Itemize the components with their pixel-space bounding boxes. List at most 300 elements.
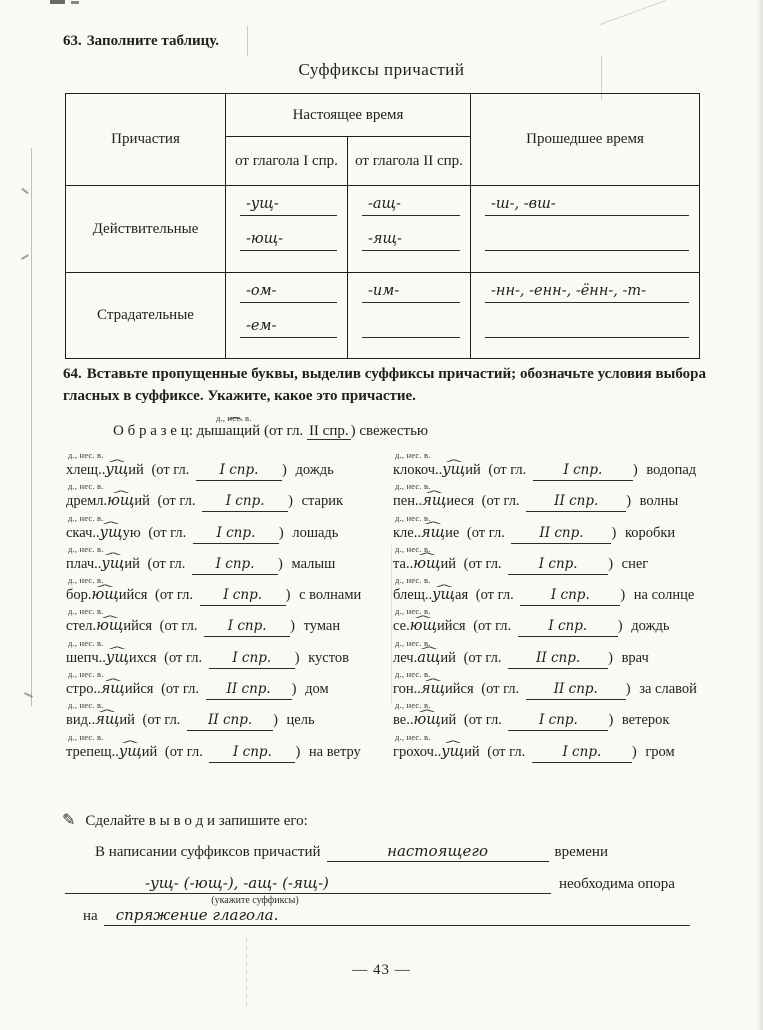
exercise-number: 64. (63, 366, 82, 382)
exercise-instruction: Вставьте пропущенные буквы, выделив суффиксы причастий; обозначьте условия выбора гласных в суффиксе. Укажите, какое это причастие. (63, 366, 706, 404)
conjugation-blank[interactable] (202, 492, 288, 512)
exercise-item-line (393, 492, 729, 512)
word-stem: пен (393, 493, 415, 510)
noun-word: кустов (308, 649, 349, 666)
sample-suffix: ^ ащ (226, 423, 244, 440)
exercise-item (393, 638, 729, 669)
word-ending: ий (464, 743, 480, 760)
from-verb-label: (от гл. (473, 618, 512, 635)
answer-cell-active-past (471, 186, 700, 273)
close-paren: ) (631, 743, 637, 760)
answer-line[interactable] (240, 229, 337, 251)
from-verb-label: (от гл. (164, 649, 203, 666)
close-paren: ) (291, 681, 297, 698)
noun-word: туман (303, 618, 341, 635)
scan-artifact (600, 0, 666, 25)
close-paren: ) (608, 712, 614, 729)
close-paren: ) (285, 587, 291, 604)
handwritten-suffix: ^ ящ (95, 711, 119, 730)
answer-line[interactable] (362, 194, 460, 216)
blank-hint-label: (укажите суффиксы) (211, 895, 299, 906)
participle-type-annotation: д., нес. в. (395, 700, 431, 711)
exercise-item-line (393, 743, 729, 763)
conjugation-blank[interactable] (533, 461, 633, 481)
word-stem: кле (393, 524, 414, 541)
sample-conjugation: II спр. (308, 423, 349, 439)
word-ending: ий (440, 555, 457, 572)
exercise-item-line (393, 555, 729, 575)
answer-cell-passive-i (226, 273, 348, 359)
exercise-item-line (66, 649, 390, 669)
participle-type-annotation: д., нес. в. (68, 512, 104, 523)
from-verb-label: (от гл. (463, 649, 502, 666)
exercise-item (393, 700, 729, 731)
close-paren: ) (611, 524, 617, 541)
participle-type-annotation: д., нес. в. (395, 637, 431, 648)
from-verb-label: (от гл. (159, 618, 198, 635)
word-stem: се (393, 618, 407, 635)
handwritten-conjugation: I спр. (539, 712, 578, 729)
exercise-item (66, 606, 390, 637)
noun-word: на солнце (633, 587, 695, 604)
col-header-present: Настоящее время (226, 94, 471, 137)
exercise-item (66, 513, 390, 544)
handwritten-suffix: ^ ющ (96, 617, 123, 636)
conjugation-blank[interactable] (200, 586, 286, 606)
answer-line[interactable] (362, 229, 460, 251)
noun-word: дом (305, 681, 329, 698)
close-paren: ) (281, 462, 287, 478)
close-paren: ) (278, 524, 284, 541)
from-verb-label: (от гл. (147, 555, 186, 572)
scan-artifact (21, 254, 29, 260)
handwritten-conjugation: I спр. (216, 524, 256, 541)
missing-letter-dots: .. (87, 712, 96, 729)
word-stem: стел (66, 618, 93, 635)
exercise-item (393, 575, 729, 606)
from-verb-label: (от гл. (481, 681, 520, 698)
handwritten-suffix: ^ ущ (441, 743, 464, 762)
handwritten-suffix: ^ ящ (101, 680, 125, 699)
participle-type-annotation: д., нес. в. (68, 731, 104, 742)
noun-word: свежестью (359, 423, 429, 439)
handwritten-suffix: -нн-, -енн-, -ённ-, -т- (491, 283, 647, 299)
exercise-item (393, 513, 729, 544)
word-stem: трепещ (66, 743, 112, 760)
participle-type-annotation: д., нес. в. (395, 575, 431, 586)
handwritten-suffix: ^ ущ (101, 555, 124, 574)
missing-letter-dots: .. (98, 649, 106, 666)
handwritten-conjugation: I спр. (233, 743, 272, 760)
handwritten-conjugation: I спр. (562, 743, 602, 760)
handwritten-conjugation: II спр. (207, 712, 253, 729)
word-ending: ий (440, 649, 456, 666)
word-ending: иеся (446, 493, 475, 510)
conjugation-blank[interactable] (511, 524, 611, 544)
participle-type-annotation: д., нес. в. (395, 669, 431, 680)
answer-line[interactable] (362, 281, 460, 303)
missing-letter-dots: . (87, 587, 92, 604)
exercise-item (66, 544, 390, 575)
answer-cell-passive-ii (348, 273, 471, 359)
missing-letter-dots: .. (92, 524, 100, 541)
close-paren: ) (608, 649, 613, 666)
exercise-item-line (66, 711, 390, 731)
close-paren: ) (295, 743, 301, 760)
missing-letter-dots: .. (424, 587, 433, 604)
answer-line[interactable] (240, 194, 337, 216)
word-stem: грохоч (393, 743, 434, 760)
handwritten-suffix: ^ ущ (119, 743, 142, 762)
conjugation-blank[interactable] (526, 680, 626, 700)
answer-line[interactable] (485, 229, 689, 251)
fill-in-blank[interactable] (327, 842, 549, 862)
word-ending: ихся (128, 649, 157, 666)
exercise-item-line (66, 617, 390, 637)
from-verb-label: (от гл. (161, 681, 199, 698)
word-ending: ий (141, 743, 158, 760)
conjugation-blank[interactable] (209, 743, 295, 763)
conjugation-blank[interactable] (532, 743, 632, 763)
scan-artifact (21, 188, 29, 195)
answer-line[interactable] (485, 194, 689, 216)
exercise-item-line (393, 586, 729, 606)
from-verb-label: (от гл. (157, 493, 196, 510)
missing-letter-dots: .. (413, 681, 421, 698)
conclusion-line1-post: времени (554, 844, 608, 860)
participle-type-annotation: д., нес. в. (216, 413, 252, 423)
participle-type-annotation: д., нес. в. (68, 481, 104, 492)
word-ending: ийся (123, 618, 152, 635)
col-header-past: Прошедшее время (471, 94, 700, 186)
word-ending: ий (134, 493, 150, 510)
conclusion-line-3 (83, 906, 690, 926)
exercise-item-line (66, 555, 390, 575)
word-stem: плач (66, 555, 95, 572)
exercise-item (66, 638, 390, 669)
participle-type-annotation: д., нес. в. (68, 543, 104, 554)
exercise-item-line (393, 649, 729, 669)
word-stem: блещ (393, 587, 425, 604)
missing-letter-dots: .. (98, 462, 106, 478)
noun-word: на ветру (308, 743, 361, 760)
handwritten-answer: спряжение глагола. (115, 906, 279, 924)
word-ending: ая (455, 587, 469, 604)
conjugation-blank[interactable] (526, 492, 626, 512)
word-stem: шепч (66, 649, 99, 666)
close-paren: ) (350, 423, 356, 439)
conclusion-line-1 (95, 842, 608, 862)
word-stem: та (393, 555, 406, 572)
col-header-participles: Причастия (66, 94, 226, 186)
exercise-item-line (393, 524, 729, 544)
exercise-item (393, 481, 729, 512)
word-ending: ие (445, 524, 460, 541)
exercise-number: 63. (63, 33, 82, 49)
scan-artifact (31, 148, 32, 706)
word-ending: ийся (444, 681, 474, 698)
participle-type-annotation: д., нес. в. (395, 606, 431, 617)
handwritten-conjugation: I спр. (538, 555, 578, 572)
from-verb-label: (от гл. (148, 524, 187, 541)
participle-type-annotation: д., нес. в. (68, 450, 104, 460)
noun-word: за славой (639, 681, 697, 698)
participle-type-annotation: д., нес. в. (395, 512, 431, 523)
conjugation-blank[interactable] (204, 617, 290, 637)
participle-type-annotation: д., нес. в. (395, 731, 431, 742)
fill-in-blank[interactable] (104, 906, 690, 926)
missing-letter-dots: . (92, 618, 97, 635)
missing-letter-dots: .. (94, 555, 102, 572)
handwritten-conjugation: I спр. (215, 555, 255, 572)
conjugation-blank[interactable] (508, 555, 608, 575)
handwritten-suffix: ^ ащ (417, 649, 440, 668)
word-ending: ий (440, 712, 457, 729)
conclusion-line1-text: В написании суффиксов причастий (95, 844, 321, 860)
noun-word: цель (286, 712, 315, 729)
from-verb-label: (от гл. (487, 743, 526, 760)
missing-letter-dots: .. (435, 462, 443, 478)
noun-word: водопад (646, 462, 697, 478)
handwritten-suffix: ^ ущ (442, 461, 465, 480)
word-ending: ийся (118, 587, 148, 604)
suffix-table (65, 93, 700, 359)
handwritten-conjugation: II спр. (554, 493, 599, 510)
conclusion-lead (62, 810, 308, 830)
handwritten-conjugation: II спр. (226, 681, 271, 698)
conjugation-blank[interactable] (187, 711, 273, 731)
handwritten-conjugation: I спр. (219, 462, 259, 478)
exercise-item-line (393, 680, 729, 700)
sample-label: О б р а з е ц: (113, 423, 193, 439)
answer-line[interactable] (485, 281, 689, 303)
from-verb-label: (от гл. (488, 462, 527, 478)
exercise-instruction: Заполните таблицу. (86, 33, 220, 49)
word-ending: ий (244, 423, 261, 439)
conjugation-blank[interactable] (508, 649, 608, 669)
conclusion-line2-post: необходима опора (559, 876, 675, 892)
col-header-verb-i: от глагола I спр. (226, 137, 348, 186)
participle-type-annotation: д., нес. в. (395, 450, 431, 460)
exercise-item (393, 544, 729, 575)
conclusion-lead-text: Сделайте в ы в о д и запишите его: (85, 813, 308, 829)
handwritten-conjugation: II спр. (536, 649, 581, 666)
word-stem: клокоч (393, 462, 436, 478)
word-ending: ий (128, 462, 144, 478)
word-ending: ий (119, 712, 135, 729)
noun-word: дождь (631, 618, 670, 635)
close-paren: ) (625, 681, 631, 698)
handwritten-suffix: -ющ- (246, 231, 284, 247)
page-number: — 43 — (352, 962, 411, 978)
handwritten-conjugation: I спр. (227, 618, 267, 635)
exercise-item-line (393, 711, 729, 731)
participle-type-annotation: д., нес. в. (395, 543, 431, 554)
exercise-column-left (66, 450, 390, 763)
fill-in-blank[interactable] (65, 874, 551, 894)
handwritten-suffix: -ш-, -вш- (491, 196, 556, 212)
participle-type-annotation: д., нес. в. (68, 606, 104, 617)
row-label-active: Действительные (66, 186, 226, 273)
row-label-passive: Страдательные (66, 273, 226, 359)
word-ending: ий (465, 462, 481, 478)
exercise-item (66, 700, 390, 731)
missing-letter-dots: .. (111, 743, 119, 760)
from-verb-label: (от гл. (151, 462, 190, 478)
exercise-item (393, 450, 729, 481)
scan-artifact (391, 545, 392, 705)
handwritten-suffix: -ящ- (368, 231, 402, 247)
close-paren: ) (278, 555, 283, 572)
answer-line[interactable] (362, 316, 460, 338)
col-header-verb-ii: от глагола II спр. (348, 137, 471, 186)
exercise-item (66, 575, 390, 606)
handwritten-suffix: ^ ящ (421, 524, 445, 543)
close-paren: ) (632, 462, 638, 478)
noun-word: врач (621, 649, 649, 666)
exercise-item (66, 481, 390, 512)
missing-letter-dots: .. (413, 524, 421, 541)
answer-line[interactable] (240, 316, 337, 338)
handwritten-suffix: ^ ющ (107, 492, 134, 511)
handwritten-suffix: ^ ящ (421, 680, 445, 699)
scan-artifact (247, 26, 248, 56)
table-title: Суффиксы причастий (298, 60, 465, 79)
noun-word: коробки (624, 524, 676, 541)
conjugation-blank[interactable] (196, 461, 282, 481)
word-ending: ийся (124, 681, 154, 698)
handwritten-suffix: -ем- (246, 318, 277, 334)
from-verb-label: (от гл. (481, 493, 520, 510)
close-paren: ) (288, 493, 293, 510)
handwritten-suffix: -ом- (246, 283, 277, 299)
scan-artifact (71, 1, 79, 4)
scan-artifact (757, 0, 763, 1030)
from-verb-label: (от гл. (155, 587, 193, 604)
word-ending: ий (124, 555, 140, 572)
handwritten-conjugation: I спр. (223, 587, 262, 604)
noun-word: старик (301, 493, 344, 510)
close-paren: ) (620, 587, 626, 604)
missing-letter-dots: . (413, 649, 418, 666)
participle-type-annotation: д., нес. в. (68, 669, 104, 680)
participle-type-annotation: д., нес. в. (68, 700, 104, 711)
handwritten-conjugation: I спр. (548, 618, 588, 635)
participle-type-annotation: д., нес. в. (395, 481, 431, 492)
answer-cell-active-i (226, 186, 348, 273)
handwritten-suffix: ^ ющ (92, 586, 119, 605)
handwritten-conjugation: I спр. (563, 462, 603, 478)
exercise-item-line (66, 680, 390, 700)
close-paren: ) (294, 649, 300, 666)
handwritten-suffix: -им- (368, 283, 400, 299)
handwritten-suffix: ^ ущ (106, 649, 129, 668)
from-verb-label: (от гл. (463, 555, 502, 572)
conjugation-blank[interactable] (193, 524, 279, 544)
conjugation-blank[interactable] (518, 617, 618, 637)
exercise-column-right (393, 450, 729, 763)
from-verb-label: (от гл. (463, 712, 502, 729)
participle-type-annotation: д., нес. в. (68, 575, 104, 586)
noun-word: лошадь (292, 524, 339, 541)
handwritten-conjugation: I спр. (232, 649, 272, 666)
answer-cell-active-ii (348, 186, 471, 273)
from-verb-label: (от гл. (164, 743, 203, 760)
handwritten-answer: настоящего (387, 842, 488, 860)
missing-letter-dots: . (103, 493, 108, 510)
handwritten-suffix: ^ ющ (410, 617, 437, 636)
conjugation-blank[interactable] (508, 711, 608, 731)
word-stem: леч (393, 649, 414, 666)
missing-letter-dots: . (406, 618, 410, 635)
pencil-icon: ✎ (62, 810, 76, 829)
from-verb-label: (от гл. (263, 423, 304, 439)
handwritten-suffix: ^ ющ (413, 711, 440, 730)
handwritten-conjugation: II спр. (553, 681, 598, 698)
word-stem: ве (393, 712, 407, 729)
exercise-item (66, 450, 390, 481)
exercise-64-heading (63, 364, 706, 407)
conjugation-blank[interactable] (192, 555, 278, 575)
conjugation-blank[interactable] (520, 586, 620, 606)
exercise-item-line (393, 617, 729, 637)
word-stem: дремл (66, 493, 104, 510)
from-verb-label: (от гл. (466, 524, 505, 541)
exercise-item (66, 669, 390, 700)
noun-word: снег (621, 555, 649, 572)
handwritten-conjugation: II спр. (539, 524, 584, 541)
answer-line[interactable] (240, 281, 337, 303)
exercise-item-line (66, 492, 390, 512)
missing-letter-dots: .. (433, 743, 442, 760)
handwritten-suffix: -ащ- (368, 196, 401, 212)
word-stem: вид (66, 712, 88, 729)
handwritten-suffix: ^ ущ (105, 461, 128, 480)
word-stem: бор (66, 587, 88, 604)
from-verb-label: (от гл. (142, 712, 181, 729)
exercise-item-line (66, 524, 390, 544)
handwritten-conjugation: I спр. (225, 493, 265, 510)
participle-type-annotation: д., нес. в. (68, 637, 104, 648)
answer-line[interactable] (485, 316, 689, 338)
close-paren: ) (617, 618, 623, 635)
noun-word: ветерок (621, 712, 670, 729)
handwritten-suffix: ^ ущ (100, 524, 123, 543)
handwritten-conjugation: I спр. (550, 587, 590, 604)
noun-word: гром (645, 743, 675, 760)
close-paren: ) (626, 493, 632, 510)
noun-word: волны (639, 493, 679, 510)
word-ending: ийся (436, 618, 466, 635)
exercise-item-line (66, 743, 390, 763)
conclusion-line3-pre: на (83, 908, 98, 924)
conjugation-blank[interactable] (206, 680, 292, 700)
exercise-item (66, 732, 390, 763)
word-ending: ую (122, 524, 141, 541)
word-stem: стро (66, 681, 94, 698)
noun-word: дождь (295, 462, 334, 478)
close-paren: ) (273, 712, 278, 729)
sample-line (113, 413, 429, 440)
handwritten-answer: -ущ- (-ющ-), -ащ- (-ящ-) (145, 874, 329, 892)
answer-cell-passive-past (471, 273, 700, 359)
exercise-item-line (66, 461, 390, 481)
missing-letter-dots: .. (405, 555, 414, 572)
missing-letter-dots: .. (414, 493, 423, 510)
missing-letter-dots: .. (406, 712, 414, 729)
conjugation-blank[interactable] (209, 649, 295, 669)
handwritten-suffix: -ущ- (246, 196, 279, 212)
